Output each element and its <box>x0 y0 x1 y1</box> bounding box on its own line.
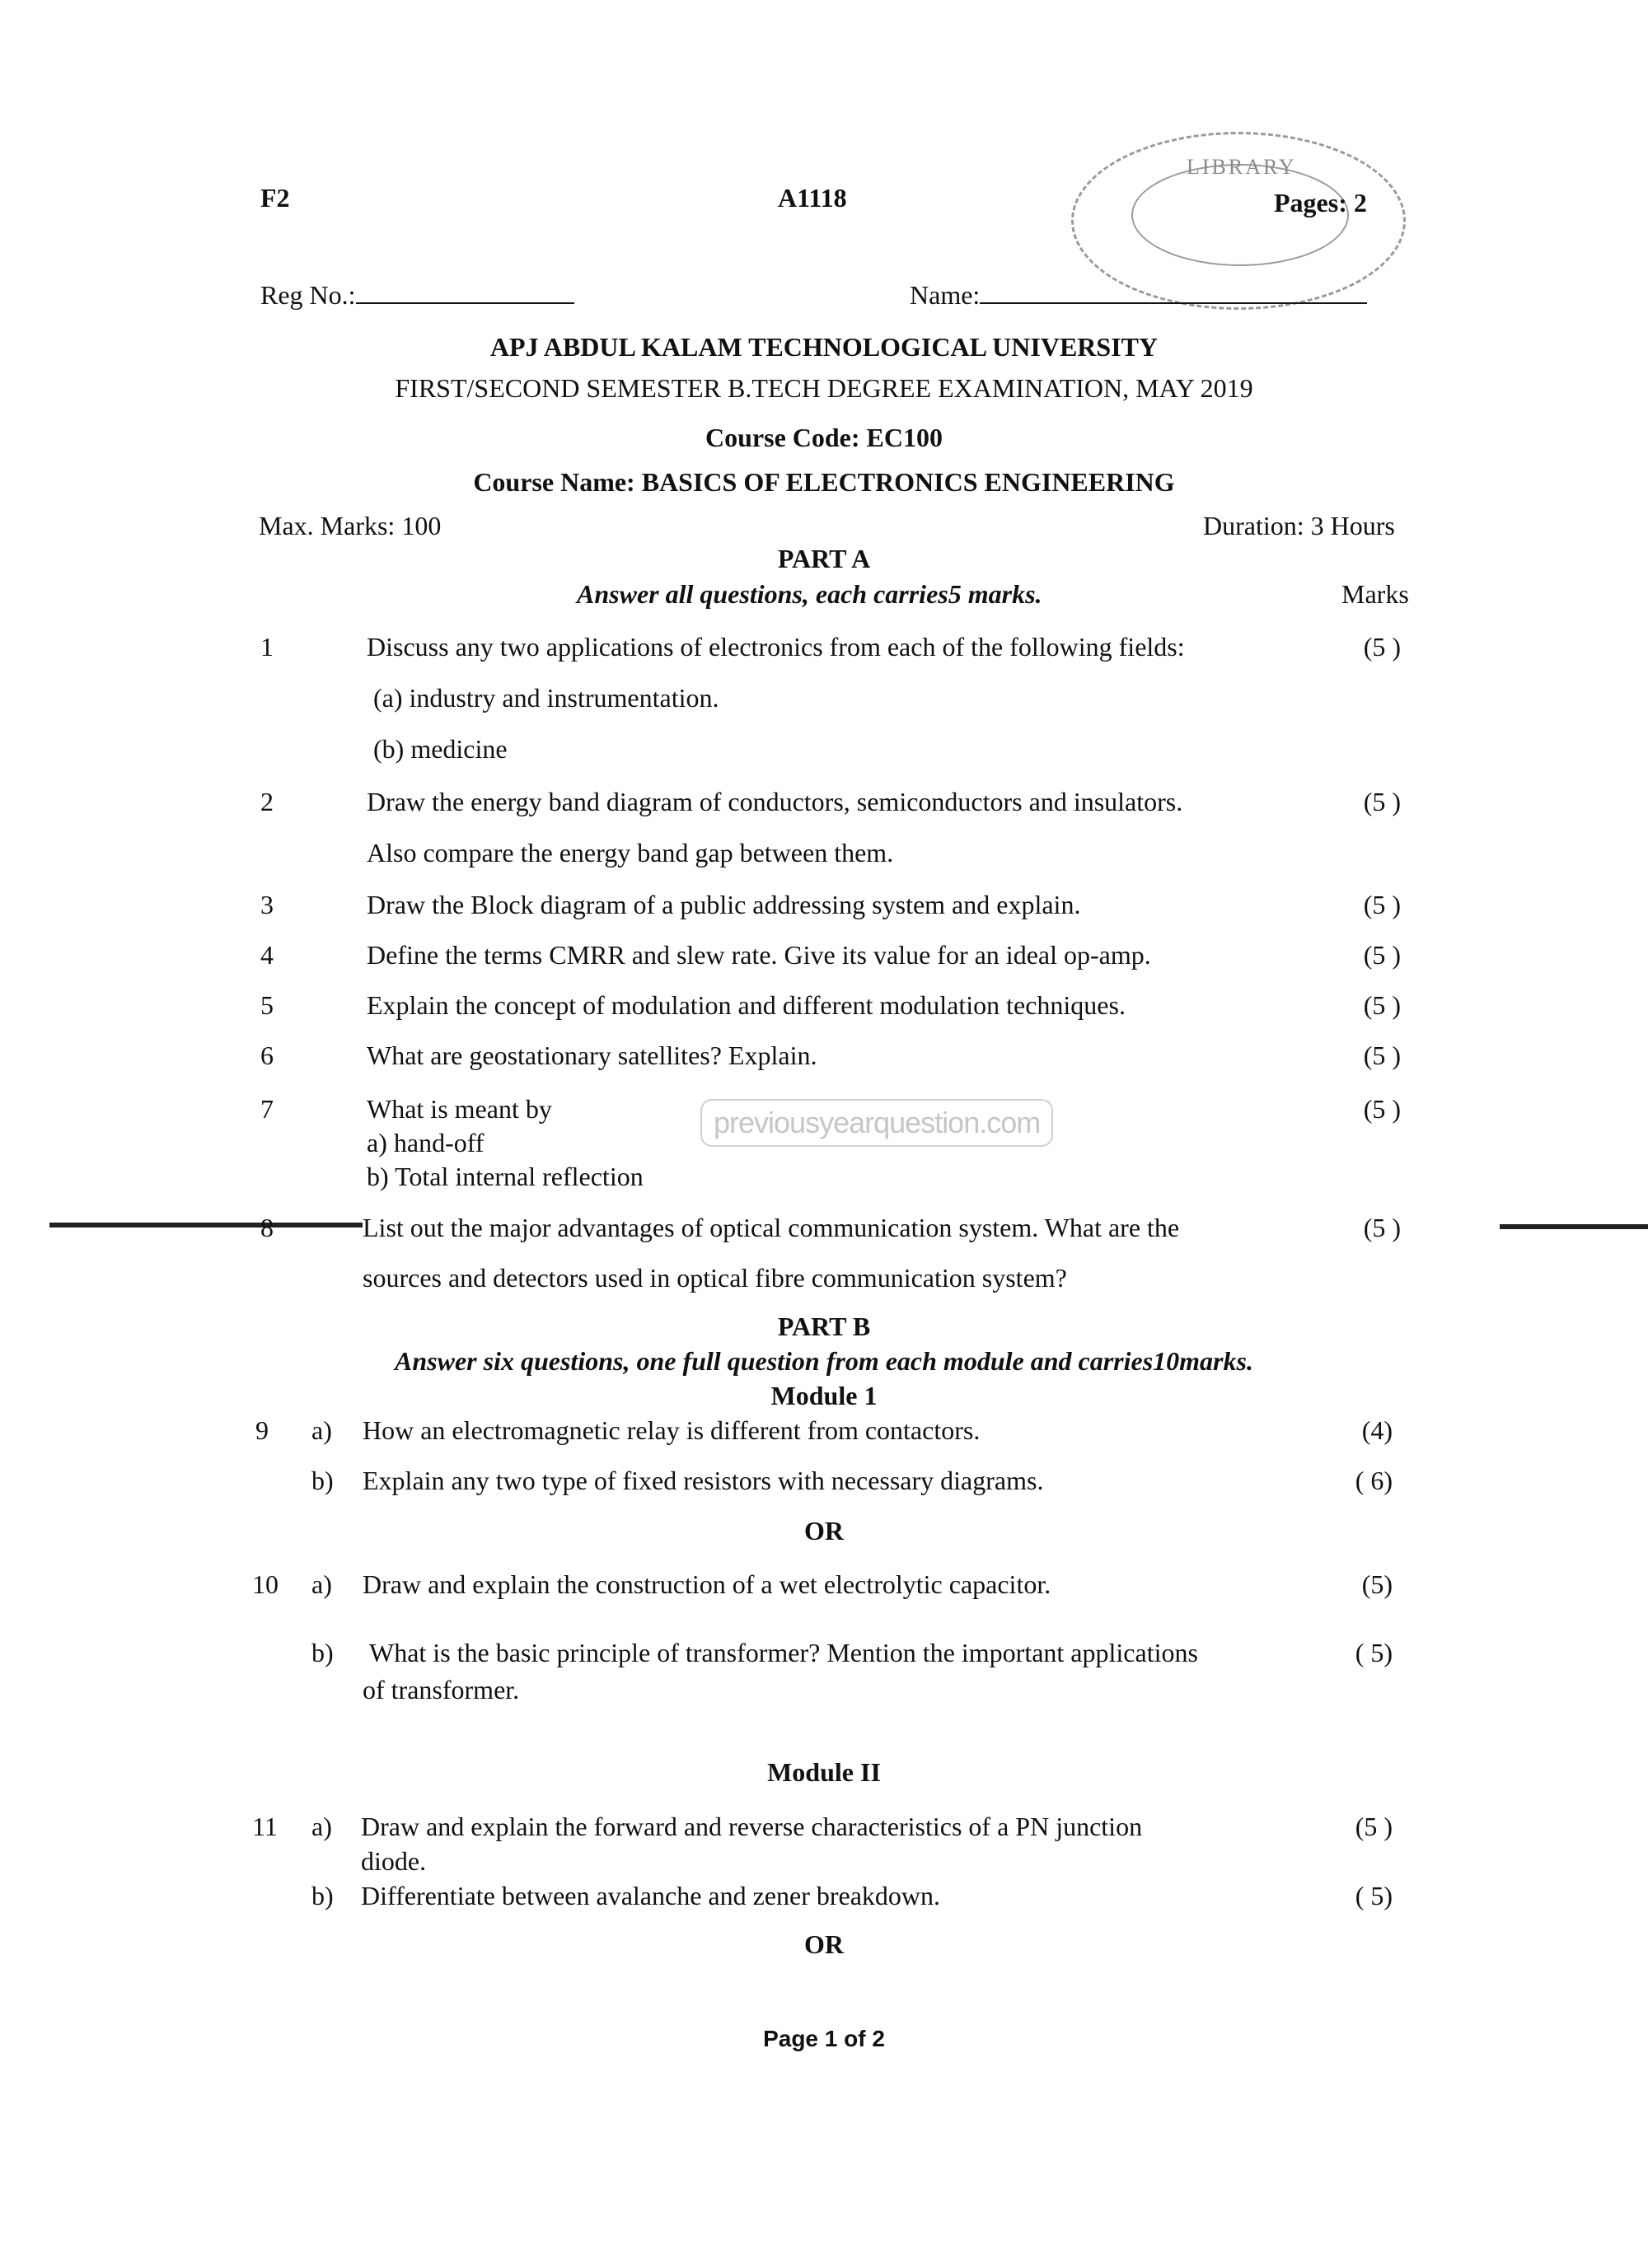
question-number: 7 <box>260 1094 274 1124</box>
page-footer: Page 1 of 2 <box>763 2026 885 2051</box>
question-text: Draw the Block diagram of a public addressing system and explain. <box>367 890 1081 919</box>
part-a-instruction: Answer all questions, each carries5 marks. <box>577 579 1042 609</box>
question-marks: (5 ) <box>1363 890 1401 919</box>
question-text: What are geostationary satellites? Explain. <box>367 1040 817 1070</box>
question-text: Explain any two type of fixed resistors with necessary diagrams. <box>363 1466 1044 1495</box>
name-label: Name: <box>910 280 981 310</box>
exam-title: FIRST/SECOND SEMESTER B.TECH DEGREE EXAMINATION, MAY 2019 <box>395 373 1253 403</box>
question-number: 4 <box>260 940 274 970</box>
question-number: 8 <box>260 1213 274 1242</box>
university-name: APJ ABDUL KALAM TECHNOLOGICAL UNIVERSITY <box>489 332 1159 362</box>
duration: Duration: 3 Hours <box>1203 511 1395 540</box>
course-code: Course Code: EC100 <box>705 423 943 452</box>
question-text: Also compare the energy band gap between them. <box>367 838 894 867</box>
question-text: (a) industry and instrumentation. <box>373 683 719 713</box>
part-a-heading: PART A <box>777 544 871 573</box>
question-text: How an electromagnetic relay is different from contactors. <box>363 1415 981 1445</box>
name-field <box>910 280 1367 311</box>
question-number: 5 <box>260 990 274 1020</box>
question-text: Define the terms CMRR and slew rate. Give its value for an ideal op-amp. <box>367 940 1151 970</box>
question-text: Draw and explain the construction of a wet electrolytic capacitor. <box>363 1569 1051 1599</box>
question-marks: (5) <box>1361 1569 1393 1599</box>
question-text: What is meant by <box>367 1094 552 1124</box>
library-stamp-text: LIBRARY <box>1187 155 1297 179</box>
sub-question-label: b) <box>311 1466 334 1495</box>
marks-header: Marks <box>1341 579 1409 609</box>
question-marks: (5 ) <box>1363 940 1401 970</box>
question-number: 6 <box>260 1040 274 1070</box>
reg-no-label: Reg No.: <box>260 280 356 310</box>
question-marks: (5 ) <box>1363 787 1401 816</box>
pages-count: Pages: 2 <box>1274 188 1367 217</box>
question-text: Draw and explain the forward and reverse characteristics of a PN junction <box>361 1812 1143 1841</box>
module-2-heading: Module II <box>767 1757 881 1787</box>
question-text: What is the basic principle of transformer? Mention the important applications <box>369 1638 1198 1667</box>
part-b-instruction: Answer six questions, one full question from each module and carries10marks. <box>395 1346 1253 1376</box>
sub-question-label: a) <box>311 1415 332 1445</box>
sub-question-label: a) <box>311 1569 332 1599</box>
question-text: List out the major advantages of optical communication system. What are the <box>363 1213 1180 1242</box>
question-number: 3 <box>260 890 274 919</box>
or-separator: OR <box>804 1929 844 1959</box>
module-1-heading: Module 1 <box>770 1381 878 1410</box>
question-text: Discuss any two applications of electronics from each of the following fields: <box>367 632 1185 662</box>
scan-artifact-right <box>1500 1224 1648 1229</box>
watermark: previousyearquestion.com <box>700 1099 1053 1147</box>
question-marks: ( 5) <box>1355 1638 1393 1667</box>
question-number: 2 <box>260 787 274 816</box>
name-blank <box>980 302 1367 304</box>
paper-code: F2 <box>260 183 290 213</box>
question-text: (b) medicine <box>373 734 508 764</box>
course-name: Course Name: BASICS OF ELECTRONICS ENGINEERING <box>473 467 1175 497</box>
question-marks: (5 ) <box>1363 1040 1401 1070</box>
question-marks: ( 5) <box>1355 1881 1393 1910</box>
question-marks: (4) <box>1361 1415 1393 1445</box>
question-text: b) Total internal reflection <box>367 1162 644 1191</box>
question-number: 10 <box>252 1569 279 1599</box>
question-marks: (5 ) <box>1363 1213 1401 1242</box>
scan-artifact-left <box>49 1223 363 1228</box>
question-text: sources and detectors used in optical fibre communication system? <box>363 1263 1067 1293</box>
exam-code: A1118 <box>778 183 847 213</box>
part-b-heading: PART B <box>777 1312 871 1341</box>
question-text: diode. <box>361 1846 427 1876</box>
question-text: Draw the energy band diagram of conductors, semiconductors and insulators. <box>367 787 1183 816</box>
sub-question-label: b) <box>311 1638 334 1667</box>
question-text: Explain the concept of modulation and different modulation techniques. <box>367 990 1126 1020</box>
question-number: 11 <box>252 1812 278 1841</box>
question-marks: (5 ) <box>1363 1094 1401 1124</box>
or-separator: OR <box>804 1516 844 1546</box>
question-number: 1 <box>260 632 274 662</box>
question-text: Differentiate between avalanche and zener breakdown. <box>361 1881 941 1910</box>
sub-question-label: b) <box>311 1881 334 1910</box>
question-text: of transformer. <box>363 1675 520 1705</box>
sub-question-label: a) <box>311 1812 332 1841</box>
reg-no-field <box>260 280 574 311</box>
question-text: a) hand-off <box>367 1128 485 1157</box>
question-marks: ( 6) <box>1355 1466 1393 1495</box>
reg-no-blank <box>356 302 574 304</box>
max-marks: Max. Marks: 100 <box>259 511 442 540</box>
question-number: 9 <box>255 1415 269 1445</box>
question-marks: (5 ) <box>1355 1812 1393 1841</box>
question-marks: (5 ) <box>1363 632 1401 662</box>
question-marks: (5 ) <box>1363 990 1401 1020</box>
